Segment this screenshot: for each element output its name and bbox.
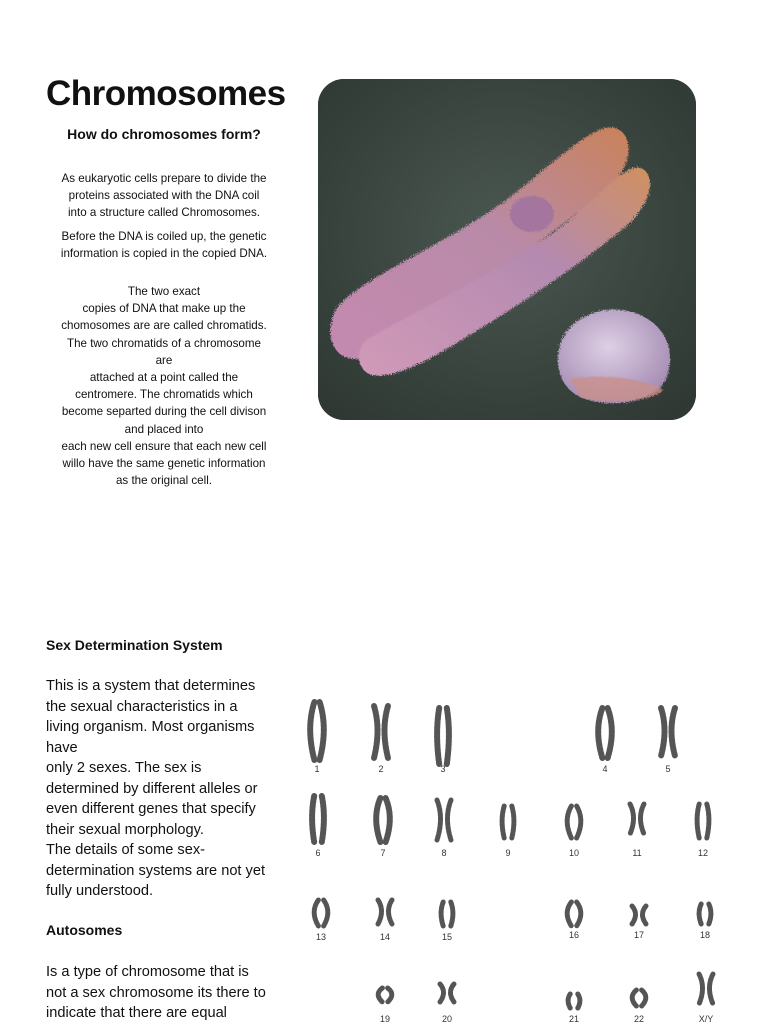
chromosome-8-a xyxy=(437,800,441,840)
karyotype-label: 7 xyxy=(380,848,386,858)
chromosome-11-b xyxy=(641,804,645,834)
karyotype-label: X/Y xyxy=(698,1014,714,1024)
chromosome-pair-10 xyxy=(567,806,581,838)
chromosome-10-a xyxy=(567,806,571,838)
karyotype-label: 9 xyxy=(505,848,511,858)
chromosome-16-a xyxy=(567,902,571,926)
chromosome-10-b xyxy=(577,806,581,838)
chromosome-pair-16 xyxy=(567,902,581,926)
chromosome-5-b xyxy=(672,708,676,756)
chromosome-18-a xyxy=(699,904,701,924)
chromosome-6-a xyxy=(312,796,314,842)
chromosome-4-a xyxy=(598,708,602,758)
karyotype-label: 17 xyxy=(633,930,645,940)
chromosome-22-a xyxy=(632,990,636,1006)
chromosome-17-b xyxy=(643,906,647,924)
copy-paragraph: Before the DNA is coiled up, the genetic information is copied in the copied DNA. xyxy=(60,230,268,261)
chromosome-22-b xyxy=(642,990,646,1006)
karyotype-label: 4 xyxy=(602,764,608,774)
chromosome-21-a xyxy=(568,994,570,1008)
chromosome-pair-12 xyxy=(697,804,709,838)
chromosome-pair-18 xyxy=(699,904,711,924)
chromosome-6-b xyxy=(322,796,324,842)
chromosome-pair-21 xyxy=(568,994,580,1008)
autosomes-heading: Autosomes xyxy=(46,922,123,938)
chromosome-x-y-a xyxy=(699,974,703,1004)
chromosome-7-a xyxy=(376,798,380,842)
sex-determination-text: This is a system that determines the sexual characteristics in a living organism. Most organisms have only 2 sexes. The sex is determined by different alleles or even different genes that specify their sexual morphology. The details of some sex- determination systems are not yet fully understood. xyxy=(46,678,266,899)
karyotype-label: 10 xyxy=(568,848,580,858)
chromosome-pair-9 xyxy=(502,806,514,838)
chromosome-2-a xyxy=(374,706,378,758)
karyotype-label: 3 xyxy=(440,764,446,774)
karyotype-figure xyxy=(292,690,732,1024)
karyotype-label: 8 xyxy=(441,848,447,858)
karyotype-label: 18 xyxy=(699,930,711,940)
chromosome-9-a xyxy=(502,806,504,838)
chromosome-15-b xyxy=(451,902,453,926)
chromosome-15-a xyxy=(441,902,443,926)
chromosome-20-b xyxy=(451,984,455,1002)
karyotype-label: 11 xyxy=(632,848,642,858)
chromosome-pair-x-y xyxy=(699,974,713,1004)
karyotype-label: 19 xyxy=(379,1014,391,1024)
karyotype-label: 21 xyxy=(568,1014,580,1024)
chromosome-19-a xyxy=(378,988,382,1002)
chromosome-20-a xyxy=(440,984,444,1002)
chromosome-7-b xyxy=(386,798,390,842)
karyotype-label: 13 xyxy=(315,932,327,942)
chromosome-5-a xyxy=(661,708,665,756)
chromosome-21-b xyxy=(578,994,580,1008)
chromosome-11-a xyxy=(630,804,634,834)
chromosome-pair-2 xyxy=(374,706,388,758)
chromosome-pair-8 xyxy=(437,800,451,840)
chromosome-pair-11 xyxy=(630,804,644,834)
chromosome-pair-3 xyxy=(437,708,449,764)
subtitle: How do chromosomes form? xyxy=(67,126,261,142)
chromosome-pair-6 xyxy=(312,796,324,842)
karyotype-labels xyxy=(314,764,713,1024)
chromosome-pair-1 xyxy=(310,702,324,760)
karyotype-chromosomes xyxy=(310,702,713,1008)
chromosome-pair-15 xyxy=(441,902,453,926)
karyotype-label: 12 xyxy=(697,848,709,858)
chromosome-3-b xyxy=(447,708,449,764)
chromosome-8-b xyxy=(448,800,452,840)
chromosome-14-b xyxy=(389,900,393,924)
karyotype-label: 15 xyxy=(441,932,453,942)
intro-paragraph: As eukaryotic cells prepare to divide the proteins associated with the DNA coil into a structure called Chromosomes. xyxy=(61,172,267,220)
chromosome-19-b xyxy=(388,988,392,1002)
chromosome-pair-13 xyxy=(314,900,328,926)
chromosome-12-a xyxy=(697,804,699,838)
chromosome-1-b xyxy=(320,702,324,760)
chromosome-2-b xyxy=(385,706,389,758)
chromosome-pair-17 xyxy=(632,906,646,924)
chromosome-pair-7 xyxy=(376,798,390,842)
chromosome-micrograph xyxy=(318,79,696,420)
chromatid-paragraph: The two exact copies of DNA that make up the chomosomes are are called chromatids. The two chromatids of a chromosome are attached at a point called the centromere. The chromatids which become separted during the cell divison and placed into each new cell ensure that each new cell willo have the same genetic information as the original cell. xyxy=(61,285,267,488)
chromosome-18-b xyxy=(709,904,711,924)
chromosome-illustration xyxy=(318,79,696,420)
chromosome-x-y-b xyxy=(710,974,714,1004)
sex-determination-heading: Sex Determination System xyxy=(46,637,223,653)
chromosome-14-a xyxy=(378,900,382,924)
karyotype-label: 5 xyxy=(665,764,671,774)
karyotype-label: 20 xyxy=(441,1014,453,1024)
chromosome-pair-19 xyxy=(378,988,392,1002)
chromosome-13-b xyxy=(324,900,328,926)
chromosome-9-b xyxy=(512,806,514,838)
karyotype-label: 14 xyxy=(379,932,391,942)
chromosome-16-b xyxy=(577,902,581,926)
chromosome-pair-5 xyxy=(661,708,675,756)
chromosome-17-a xyxy=(632,906,636,924)
chromosome-12-b xyxy=(707,804,709,838)
karyotype-label: 16 xyxy=(568,930,580,940)
chromosome-3-a xyxy=(437,708,439,764)
karyotype-label: 2 xyxy=(378,764,384,774)
chromosome-pair-20 xyxy=(440,984,454,1002)
chromosome-1-a xyxy=(310,702,314,760)
karyotype-label: 22 xyxy=(633,1014,645,1024)
chromosome-pair-14 xyxy=(378,900,392,924)
chromosome-4-b xyxy=(608,708,612,758)
page-title: Chromosomes xyxy=(46,74,286,113)
karyotype-label: 6 xyxy=(315,848,321,858)
chromosome-pair-22 xyxy=(632,990,646,1006)
autosomes-text: Is a type of chromosome that is not a sex chromosome its there to indicate that there are equal xyxy=(46,964,266,1021)
karyotype-label: 1 xyxy=(314,764,320,774)
chromosome-pair-4 xyxy=(598,708,612,758)
chromosome-13-a xyxy=(314,900,318,926)
